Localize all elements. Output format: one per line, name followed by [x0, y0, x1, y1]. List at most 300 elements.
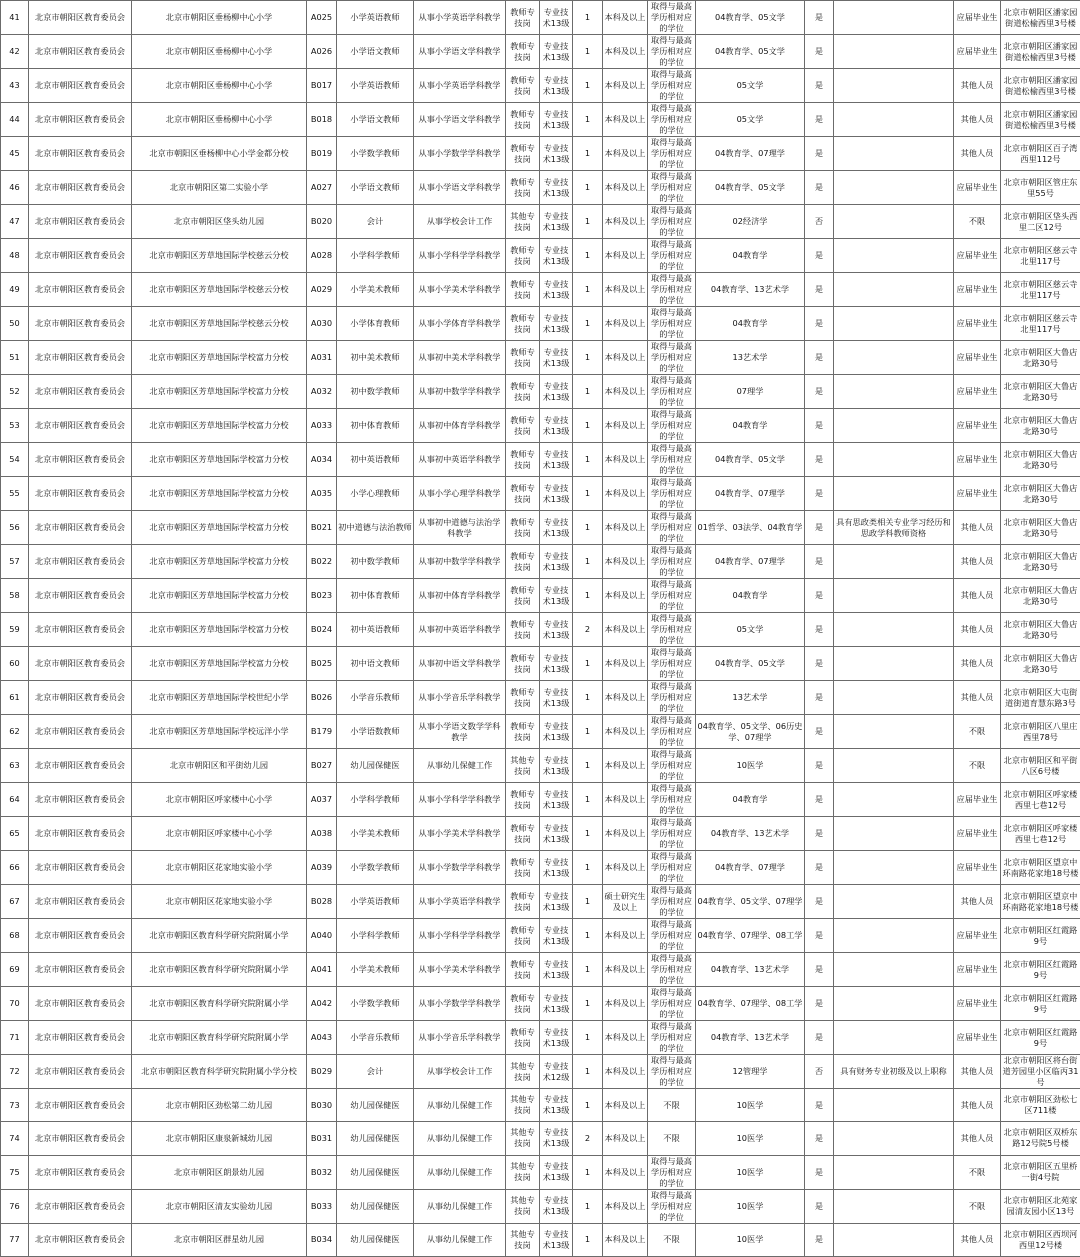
- position-category-cell: 教师专技岗: [506, 35, 540, 69]
- position-category-cell: 其他专技岗: [506, 1089, 540, 1122]
- degree-cell: 取得与最高学历相对应的学位: [648, 681, 696, 715]
- job-description-cell: 从事初中英语学科教学: [414, 443, 506, 477]
- position-category-cell: 教师专技岗: [506, 1021, 540, 1055]
- row-number-cell: 68: [1, 919, 29, 953]
- position-level-cell: 专业技术13级: [540, 783, 573, 817]
- position-code-cell: A028: [307, 239, 337, 273]
- position-level-cell: 专业技术13级: [540, 987, 573, 1021]
- work-address-cell: 北京市朝阳区大鲁店北路30号: [1001, 647, 1080, 681]
- row-number-cell: 57: [1, 545, 29, 579]
- other-requirements-cell: [834, 919, 954, 953]
- job-description-cell: 从事小学科学学科教学: [414, 783, 506, 817]
- applicant-type-cell: 其他人员: [954, 647, 1001, 681]
- table-row: [1, 307, 1080, 341]
- position-code-cell: A038: [307, 817, 337, 851]
- department-cell: 北京市朝阳区教育委员会: [29, 953, 132, 987]
- position-category-cell: 其他专技岗: [506, 1122, 540, 1155]
- employer-cell: 北京市朝阳区芳草地国际学校富力分校: [132, 443, 307, 477]
- other-requirements-cell: [834, 477, 954, 511]
- education-cell: 本科及以上: [603, 851, 648, 885]
- department-cell: 北京市朝阳区教育委员会: [29, 341, 132, 375]
- major-cell: 10医学: [696, 1155, 805, 1189]
- position-code-cell: B034: [307, 1223, 337, 1256]
- row-number-cell: 60: [1, 647, 29, 681]
- table-row: [1, 103, 1080, 137]
- degree-cell: 取得与最高学历相对应的学位: [648, 477, 696, 511]
- work-address-cell: 北京市朝阳区大鲁店北路30号: [1001, 545, 1080, 579]
- position-category-cell: 教师专技岗: [506, 69, 540, 103]
- department-cell: 北京市朝阳区教育委员会: [29, 171, 132, 205]
- hiring-count-cell: 1: [573, 341, 603, 375]
- hiring-count-cell: 1: [573, 545, 603, 579]
- row-number-cell: 54: [1, 443, 29, 477]
- department-cell: 北京市朝阳区教育委员会: [29, 749, 132, 783]
- position-category-cell: 教师专技岗: [506, 375, 540, 409]
- department-cell: 北京市朝阳区教育委员会: [29, 647, 132, 681]
- position-category-cell: 教师专技岗: [506, 1, 540, 35]
- hiring-count-cell: 1: [573, 171, 603, 205]
- major-cell: 13艺术学: [696, 341, 805, 375]
- other-requirements-cell: 具有思政类相关专业学习经历和思政学科教师资格: [834, 511, 954, 545]
- position-category-cell: 教师专技岗: [506, 171, 540, 205]
- table-row: [1, 341, 1080, 375]
- degree-cell: 取得与最高学历相对应的学位: [648, 1, 696, 35]
- education-cell: 本科及以上: [603, 749, 648, 783]
- beijing-hukou-cell: 是: [805, 375, 834, 409]
- hiring-count-cell: 2: [573, 613, 603, 647]
- beijing-hukou-cell: 是: [805, 69, 834, 103]
- education-cell: 本科及以上: [603, 681, 648, 715]
- row-number-cell: 67: [1, 885, 29, 919]
- other-requirements-cell: [834, 1155, 954, 1189]
- applicant-type-cell: 其他人员: [954, 1089, 1001, 1122]
- hiring-count-cell: 1: [573, 885, 603, 919]
- position-category-cell: 教师专技岗: [506, 613, 540, 647]
- department-cell: 北京市朝阳区教育委员会: [29, 1223, 132, 1256]
- applicant-type-cell: 其他人员: [954, 579, 1001, 613]
- degree-cell: 取得与最高学历相对应的学位: [648, 69, 696, 103]
- employer-cell: 北京市朝阳区芳草地国际学校富力分校: [132, 545, 307, 579]
- employer-cell: 北京市朝阳区第二实验小学: [132, 171, 307, 205]
- position-code-cell: A027: [307, 171, 337, 205]
- work-address-cell: 北京市朝阳区大鲁店北路30号: [1001, 511, 1080, 545]
- position-code-cell: B018: [307, 103, 337, 137]
- other-requirements-cell: [834, 681, 954, 715]
- employer-cell: 北京市朝阳区垂杨柳中心小学: [132, 1, 307, 35]
- education-cell: 本科及以上: [603, 443, 648, 477]
- row-number-cell: 61: [1, 681, 29, 715]
- job-description-cell: 从事幼儿保健工作: [414, 1089, 506, 1122]
- employer-cell: 北京市朝阳区芳草地国际学校富力分校: [132, 647, 307, 681]
- work-address-cell: 北京市朝阳区大鲁店北路30号: [1001, 579, 1080, 613]
- table-row: [1, 1155, 1080, 1189]
- applicant-type-cell: 不限: [954, 715, 1001, 749]
- degree-cell: 取得与最高学历相对应的学位: [648, 341, 696, 375]
- other-requirements-cell: [834, 137, 954, 171]
- employer-cell: 北京市朝阳区清友实验幼儿园: [132, 1189, 307, 1223]
- position-code-cell: B031: [307, 1122, 337, 1155]
- row-number-cell: 63: [1, 749, 29, 783]
- position-code-cell: B020: [307, 205, 337, 239]
- table-row: [1, 1189, 1080, 1223]
- beijing-hukou-cell: 是: [805, 1189, 834, 1223]
- row-number-cell: 71: [1, 1021, 29, 1055]
- degree-cell: 取得与最高学历相对应的学位: [648, 205, 696, 239]
- position-code-cell: B026: [307, 681, 337, 715]
- degree-cell: 取得与最高学历相对应的学位: [648, 579, 696, 613]
- position-name-cell: 小学美术教师: [337, 953, 414, 987]
- education-cell: 本科及以上: [603, 307, 648, 341]
- hiring-count-cell: 2: [573, 1122, 603, 1155]
- hiring-count-cell: 1: [573, 1189, 603, 1223]
- hiring-count-cell: 1: [573, 681, 603, 715]
- degree-cell: 取得与最高学历相对应的学位: [648, 307, 696, 341]
- position-name-cell: 小学数学教师: [337, 851, 414, 885]
- position-name-cell: 幼儿园保健医: [337, 749, 414, 783]
- employer-cell: 北京市朝阳区垂杨柳中心小学金都分校: [132, 137, 307, 171]
- job-description-cell: 从事小学英语学科教学: [414, 885, 506, 919]
- row-number-cell: 53: [1, 409, 29, 443]
- position-category-cell: 教师专技岗: [506, 443, 540, 477]
- education-cell: 本科及以上: [603, 1089, 648, 1122]
- position-category-cell: 教师专技岗: [506, 885, 540, 919]
- education-cell: 本科及以上: [603, 35, 648, 69]
- major-cell: 04教育学: [696, 239, 805, 273]
- position-level-cell: 专业技术13级: [540, 715, 573, 749]
- education-cell: 本科及以上: [603, 409, 648, 443]
- hiring-count-cell: 1: [573, 647, 603, 681]
- position-code-cell: A032: [307, 375, 337, 409]
- applicant-type-cell: 其他人员: [954, 511, 1001, 545]
- major-cell: 10医学: [696, 1089, 805, 1122]
- applicant-type-cell: 应届毕业生: [954, 273, 1001, 307]
- table-row: [1, 69, 1080, 103]
- position-category-cell: 其他专技岗: [506, 749, 540, 783]
- major-cell: 04教育学、07理学: [696, 477, 805, 511]
- work-address-cell: 北京市朝阳区和平街八区6号楼: [1001, 749, 1080, 783]
- hiring-count-cell: 1: [573, 1155, 603, 1189]
- position-category-cell: 其他专技岗: [506, 1155, 540, 1189]
- table-row: [1, 1223, 1080, 1256]
- table-row: [1, 273, 1080, 307]
- applicant-type-cell: 其他人员: [954, 103, 1001, 137]
- position-level-cell: 专业技术13级: [540, 69, 573, 103]
- position-code-cell: A039: [307, 851, 337, 885]
- position-category-cell: 教师专技岗: [506, 817, 540, 851]
- hiring-count-cell: 1: [573, 579, 603, 613]
- table-row: [1, 1, 1080, 35]
- education-cell: 本科及以上: [603, 1189, 648, 1223]
- row-number-cell: 43: [1, 69, 29, 103]
- education-cell: 本科及以上: [603, 1, 648, 35]
- major-cell: 10医学: [696, 1223, 805, 1256]
- education-cell: 本科及以上: [603, 205, 648, 239]
- degree-cell: 取得与最高学历相对应的学位: [648, 987, 696, 1021]
- major-cell: 10医学: [696, 1122, 805, 1155]
- beijing-hukou-cell: 是: [805, 103, 834, 137]
- work-address-cell: 北京市朝阳区将台街道芳园里小区临丙31号: [1001, 1055, 1080, 1089]
- other-requirements-cell: [834, 613, 954, 647]
- position-category-cell: 教师专技岗: [506, 341, 540, 375]
- employer-cell: 北京市朝阳区朗景幼儿园: [132, 1155, 307, 1189]
- position-code-cell: B028: [307, 885, 337, 919]
- other-requirements-cell: [834, 1223, 954, 1256]
- hiring-count-cell: 1: [573, 69, 603, 103]
- major-cell: 04教育学、07理学: [696, 851, 805, 885]
- position-code-cell: A037: [307, 783, 337, 817]
- job-description-cell: 从事初中数学学科教学: [414, 545, 506, 579]
- position-code-cell: A029: [307, 273, 337, 307]
- degree-cell: 取得与最高学历相对应的学位: [648, 137, 696, 171]
- applicant-type-cell: 应届毕业生: [954, 783, 1001, 817]
- major-cell: 05文学: [696, 103, 805, 137]
- applicant-type-cell: 应届毕业生: [954, 477, 1001, 511]
- position-name-cell: 小学体育教师: [337, 307, 414, 341]
- other-requirements-cell: [834, 171, 954, 205]
- employer-cell: 北京市朝阳区花家地实验小学: [132, 885, 307, 919]
- row-number-cell: 48: [1, 239, 29, 273]
- work-address-cell: 北京市朝阳区北苑家园清友园小区13号: [1001, 1189, 1080, 1223]
- education-cell: 本科及以上: [603, 715, 648, 749]
- position-category-cell: 教师专技岗: [506, 545, 540, 579]
- job-description-cell: 从事学校会计工作: [414, 205, 506, 239]
- job-description-cell: 从事初中道德与法治学科教学: [414, 511, 506, 545]
- position-name-cell: 小学美术教师: [337, 817, 414, 851]
- position-category-cell: 其他专技岗: [506, 1055, 540, 1089]
- degree-cell: 取得与最高学历相对应的学位: [648, 1189, 696, 1223]
- position-name-cell: 初中英语教师: [337, 443, 414, 477]
- position-category-cell: 其他专技岗: [506, 1189, 540, 1223]
- department-cell: 北京市朝阳区教育委员会: [29, 1089, 132, 1122]
- education-cell: 本科及以上: [603, 1055, 648, 1089]
- other-requirements-cell: [834, 885, 954, 919]
- department-cell: 北京市朝阳区教育委员会: [29, 579, 132, 613]
- position-code-cell: B024: [307, 613, 337, 647]
- beijing-hukou-cell: 是: [805, 647, 834, 681]
- education-cell: 硕士研究生及以上: [603, 885, 648, 919]
- position-level-cell: 专业技术13级: [540, 273, 573, 307]
- employer-cell: 北京市朝阳区花家地实验小学: [132, 851, 307, 885]
- position-level-cell: 专业技术13级: [540, 1122, 573, 1155]
- department-cell: 北京市朝阳区教育委员会: [29, 613, 132, 647]
- table-row: [1, 817, 1080, 851]
- major-cell: 04教育学、05文学: [696, 171, 805, 205]
- position-level-cell: 专业技术13级: [540, 681, 573, 715]
- department-cell: 北京市朝阳区教育委员会: [29, 885, 132, 919]
- work-address-cell: 北京市朝阳区呼家楼西里七巷12号: [1001, 783, 1080, 817]
- degree-cell: 取得与最高学历相对应的学位: [648, 35, 696, 69]
- position-code-cell: B019: [307, 137, 337, 171]
- job-description-cell: 从事小学美术学科教学: [414, 273, 506, 307]
- position-name-cell: 初中数学教师: [337, 375, 414, 409]
- position-level-cell: 专业技术13级: [540, 919, 573, 953]
- other-requirements-cell: [834, 307, 954, 341]
- education-cell: 本科及以上: [603, 137, 648, 171]
- position-level-cell: 专业技术13级: [540, 409, 573, 443]
- work-address-cell: 北京市朝阳区双桥东路12号院5号楼: [1001, 1122, 1080, 1155]
- degree-cell: 取得与最高学历相对应的学位: [648, 409, 696, 443]
- department-cell: 北京市朝阳区教育委员会: [29, 137, 132, 171]
- position-level-cell: 专业技术13级: [540, 1189, 573, 1223]
- beijing-hukou-cell: 是: [805, 1089, 834, 1122]
- other-requirements-cell: [834, 579, 954, 613]
- major-cell: 04教育学: [696, 783, 805, 817]
- work-address-cell: 北京市朝阳区潘家园街道松榆西里3号楼: [1001, 35, 1080, 69]
- work-address-cell: 北京市朝阳区大鲁店北路30号: [1001, 409, 1080, 443]
- beijing-hukou-cell: 是: [805, 1021, 834, 1055]
- applicant-type-cell: 其他人员: [954, 545, 1001, 579]
- education-cell: 本科及以上: [603, 919, 648, 953]
- table-row: [1, 1089, 1080, 1122]
- work-address-cell: 北京市朝阳区西坝河西里12号楼: [1001, 1223, 1080, 1256]
- position-name-cell: 小学语文教师: [337, 103, 414, 137]
- position-category-cell: 教师专技岗: [506, 579, 540, 613]
- position-category-cell: 教师专技岗: [506, 511, 540, 545]
- employer-cell: 北京市朝阳区芳草地国际学校慈云分校: [132, 273, 307, 307]
- department-cell: 北京市朝阳区教育委员会: [29, 1021, 132, 1055]
- applicant-type-cell: 其他人员: [954, 1122, 1001, 1155]
- position-code-cell: A025: [307, 1, 337, 35]
- position-name-cell: 小学科学教师: [337, 783, 414, 817]
- beijing-hukou-cell: 是: [805, 545, 834, 579]
- degree-cell: 取得与最高学历相对应的学位: [648, 749, 696, 783]
- position-code-cell: A042: [307, 987, 337, 1021]
- position-name-cell: 小学心理教师: [337, 477, 414, 511]
- job-description-cell: 从事小学美术学科教学: [414, 953, 506, 987]
- department-cell: 北京市朝阳区教育委员会: [29, 919, 132, 953]
- employer-cell: 北京市朝阳区教育科学研究院附属小学: [132, 1021, 307, 1055]
- other-requirements-cell: [834, 35, 954, 69]
- position-name-cell: 小学数学教师: [337, 137, 414, 171]
- position-name-cell: 幼儿园保健医: [337, 1189, 414, 1223]
- position-category-cell: 其他专技岗: [506, 1223, 540, 1256]
- major-cell: 04教育学、13艺术学: [696, 1021, 805, 1055]
- applicant-type-cell: 应届毕业生: [954, 953, 1001, 987]
- position-level-cell: 专业技术13级: [540, 239, 573, 273]
- other-requirements-cell: [834, 749, 954, 783]
- major-cell: 10医学: [696, 749, 805, 783]
- major-cell: 05文学: [696, 69, 805, 103]
- position-name-cell: 初中道德与法治教师: [337, 511, 414, 545]
- position-code-cell: B030: [307, 1089, 337, 1122]
- other-requirements-cell: [834, 239, 954, 273]
- position-code-cell: B017: [307, 69, 337, 103]
- department-cell: 北京市朝阳区教育委员会: [29, 1122, 132, 1155]
- department-cell: 北京市朝阳区教育委员会: [29, 205, 132, 239]
- employer-cell: 北京市朝阳区群星幼儿园: [132, 1223, 307, 1256]
- employer-cell: 北京市朝阳区呼家楼中心小学: [132, 783, 307, 817]
- hiring-count-cell: 1: [573, 817, 603, 851]
- row-number-cell: 77: [1, 1223, 29, 1256]
- employer-cell: 北京市朝阳区垂杨柳中心小学: [132, 69, 307, 103]
- job-description-cell: 从事小学音乐学科教学: [414, 681, 506, 715]
- degree-cell: 取得与最高学历相对应的学位: [648, 103, 696, 137]
- applicant-type-cell: 应届毕业生: [954, 35, 1001, 69]
- applicant-type-cell: 应届毕业生: [954, 341, 1001, 375]
- beijing-hukou-cell: 是: [805, 953, 834, 987]
- hiring-count-cell: 1: [573, 783, 603, 817]
- position-level-cell: 专业技术13级: [540, 205, 573, 239]
- position-code-cell: A041: [307, 953, 337, 987]
- work-address-cell: 北京市朝阳区望京中环南路花家地18号楼: [1001, 851, 1080, 885]
- education-cell: 本科及以上: [603, 375, 648, 409]
- department-cell: 北京市朝阳区教育委员会: [29, 69, 132, 103]
- table-row: [1, 953, 1080, 987]
- major-cell: 04教育学: [696, 579, 805, 613]
- row-number-cell: 72: [1, 1055, 29, 1089]
- job-description-cell: 从事小学数学学科教学: [414, 137, 506, 171]
- work-address-cell: 北京市朝阳区八里庄西里78号: [1001, 715, 1080, 749]
- position-code-cell: B022: [307, 545, 337, 579]
- applicant-type-cell: 应届毕业生: [954, 919, 1001, 953]
- education-cell: 本科及以上: [603, 103, 648, 137]
- position-code-cell: A031: [307, 341, 337, 375]
- job-description-cell: 从事小学语文学科教学: [414, 103, 506, 137]
- position-code-cell: A026: [307, 35, 337, 69]
- work-address-cell: 北京市朝阳区百子湾西里112号: [1001, 137, 1080, 171]
- table-body: [1, 1, 1080, 1257]
- employer-cell: 北京市朝阳区教育科学研究院附属小学: [132, 953, 307, 987]
- table-row: [1, 409, 1080, 443]
- major-cell: 07理学: [696, 375, 805, 409]
- other-requirements-cell: [834, 103, 954, 137]
- education-cell: 本科及以上: [603, 69, 648, 103]
- position-category-cell: 教师专技岗: [506, 851, 540, 885]
- major-cell: 04教育学: [696, 307, 805, 341]
- job-description-cell: 从事小学体育学科教学: [414, 307, 506, 341]
- row-number-cell: 55: [1, 477, 29, 511]
- applicant-type-cell: 应届毕业生: [954, 409, 1001, 443]
- job-description-cell: 从事初中语文学科教学: [414, 647, 506, 681]
- row-number-cell: 42: [1, 35, 29, 69]
- beijing-hukou-cell: 是: [805, 885, 834, 919]
- job-description-cell: 从事初中数学学科教学: [414, 375, 506, 409]
- position-category-cell: 教师专技岗: [506, 409, 540, 443]
- position-category-cell: 教师专技岗: [506, 783, 540, 817]
- work-address-cell: 北京市朝阳区五里桥一街4号院: [1001, 1155, 1080, 1189]
- job-description-cell: 从事幼儿保健工作: [414, 749, 506, 783]
- position-level-cell: 专业技术13级: [540, 443, 573, 477]
- applicant-type-cell: 应届毕业生: [954, 817, 1001, 851]
- job-description-cell: 从事小学数学学科教学: [414, 987, 506, 1021]
- position-name-cell: 小学英语教师: [337, 69, 414, 103]
- employer-cell: 北京市朝阳区芳草地国际学校富力分校: [132, 341, 307, 375]
- other-requirements-cell: [834, 783, 954, 817]
- work-address-cell: 北京市朝阳区红霞路9号: [1001, 953, 1080, 987]
- table-row: [1, 375, 1080, 409]
- education-cell: 本科及以上: [603, 273, 648, 307]
- job-description-cell: 从事小学数学学科教学: [414, 851, 506, 885]
- position-name-cell: 初中语文教师: [337, 647, 414, 681]
- department-cell: 北京市朝阳区教育委员会: [29, 987, 132, 1021]
- position-name-cell: 幼儿园保健医: [337, 1223, 414, 1256]
- row-number-cell: 49: [1, 273, 29, 307]
- employer-cell: 北京市朝阳区芳草地国际学校慈云分校: [132, 239, 307, 273]
- beijing-hukou-cell: 是: [805, 307, 834, 341]
- education-cell: 本科及以上: [603, 987, 648, 1021]
- employer-cell: 北京市朝阳区垂杨柳中心小学: [132, 103, 307, 137]
- major-cell: 04教育学、13艺术学: [696, 817, 805, 851]
- hiring-count-cell: 1: [573, 137, 603, 171]
- beijing-hukou-cell: 是: [805, 817, 834, 851]
- job-description-cell: 从事幼儿保健工作: [414, 1155, 506, 1189]
- work-address-cell: 北京市朝阳区红霞路9号: [1001, 1021, 1080, 1055]
- beijing-hukou-cell: 是: [805, 477, 834, 511]
- beijing-hukou-cell: 是: [805, 171, 834, 205]
- other-requirements-cell: [834, 443, 954, 477]
- other-requirements-cell: [834, 987, 954, 1021]
- degree-cell: 取得与最高学历相对应的学位: [648, 545, 696, 579]
